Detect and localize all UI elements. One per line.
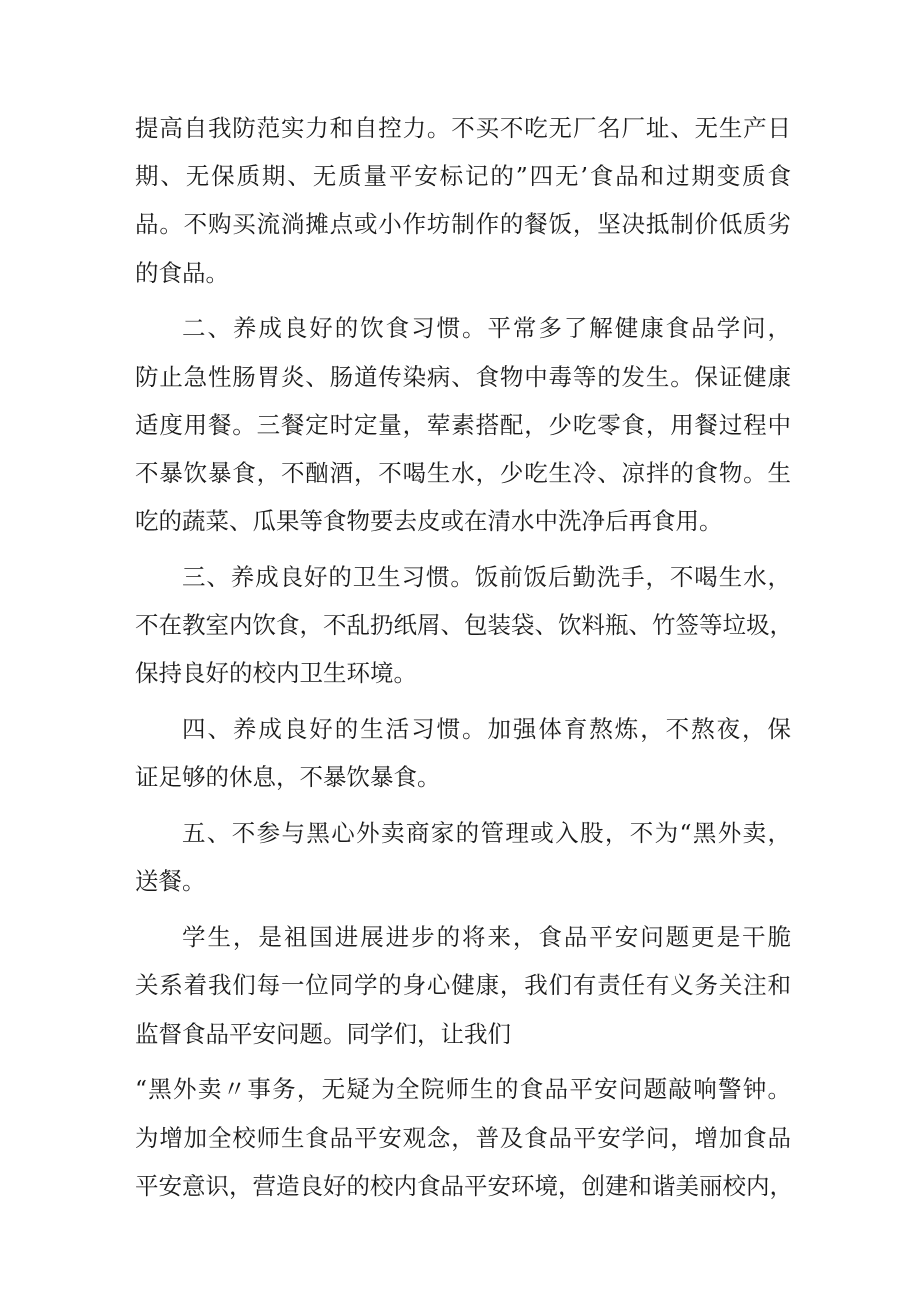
text-line: 期、无保质期、无质量平安标记的”四无’食品和过期变质食 bbox=[135, 162, 791, 191]
paragraph-p1 bbox=[135, 104, 791, 297]
text-line: 品。不购买流淌摊点或小作坊制作的餐饭，坚决抵制价低质劣 bbox=[135, 210, 791, 239]
paragraph-p7 bbox=[135, 1065, 791, 1210]
text-line: 证足够的休息，不暴饮暴食。 bbox=[135, 763, 441, 792]
paragraph-p2 bbox=[135, 304, 791, 545]
text-line: 保持良好的校内卫生环境。 bbox=[135, 659, 417, 688]
text-line: 四、养成良好的生活习惯。加强体育熬炼，不熬夜，保 bbox=[182, 715, 791, 744]
text-line: 的食品。 bbox=[135, 258, 229, 287]
text-line: 为增加全校师生食品平安观念，普及食品平安学问，增加食品 bbox=[135, 1123, 791, 1152]
text-line: 三、养成良好的卫生习惯。饭前饭后勤洗手，不喝生水， bbox=[182, 563, 791, 592]
paragraph-p3 bbox=[135, 553, 791, 698]
text-line: 适度用餐。三餐定时定量，荤素搭配，少吃零食，用餐过程中 bbox=[135, 410, 791, 439]
text-line: 监督食品平安问题。同学们，让我们 bbox=[135, 1019, 511, 1048]
paragraph-p6 bbox=[135, 913, 791, 1058]
text-line: 不暴饮暴食，不酗酒，不喝生水，少吃生冷、凉拌的食物。生 bbox=[135, 459, 791, 488]
text-line: 防止急性肠胃炎、肠道传染病、食物中毒等的发生。保证健康 bbox=[135, 362, 791, 391]
text-line: 送餐。 bbox=[135, 867, 206, 896]
paragraph-p4 bbox=[135, 705, 791, 801]
text-line: 关系着我们每一位同学的身心健康，我们有责任有义务关注和 bbox=[135, 971, 791, 1000]
text-line: “黑外卖〃事务，无疑为全院师生的食品平安问题敲响警钟。 bbox=[135, 1075, 791, 1104]
text-line: 吃的蔬菜、瓜果等食物要去皮或在清水中洗净后再食用。 bbox=[135, 507, 723, 536]
text-line: 提高自我防范实力和自控力。不买不吃无厂名厂址、无生产日 bbox=[135, 114, 791, 142]
text-line: 五、不参与黑心外卖商家的管理或入股，不为“黑外卖， bbox=[182, 819, 791, 848]
text-line: 二、养成良好的饮食习惯。平常多了解健康食品学问， bbox=[182, 314, 791, 343]
text-line: 学生，是祖国进展进步的将来，食品平安问题更是干脆 bbox=[182, 923, 791, 952]
paragraph-p5 bbox=[135, 809, 791, 905]
text-line: 平安意识，营造良好的校内食品平安环境，创建和谐美丽校内， bbox=[135, 1171, 793, 1200]
document-body bbox=[135, 104, 791, 1218]
text-line: 不在教室内饮食，不乱扔纸屑、包装袋、饮料瓶、竹签等垃圾， bbox=[135, 611, 793, 640]
